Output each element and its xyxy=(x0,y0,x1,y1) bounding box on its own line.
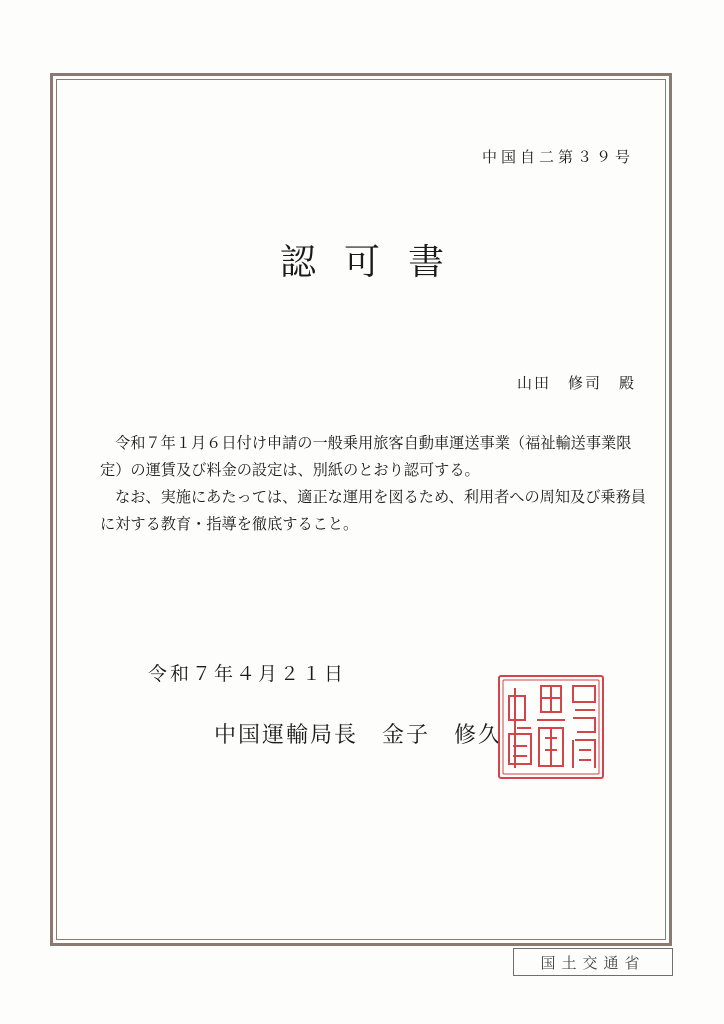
issuer-name: 中国運輸局長 金子 修久 xyxy=(214,723,503,748)
official-seal xyxy=(495,672,607,782)
recipient-name: 山田 修司 殿 xyxy=(516,374,636,392)
document-number: 中国自二第３９号 xyxy=(481,148,634,166)
body-paragraph-2: なお、実施にあたっては、適正な運用を図るため、利用者への周知及び乗務員に対する教育・指導を徹底すること。 xyxy=(100,488,646,533)
body-text xyxy=(100,430,648,538)
ministry-label: 国土交通省 xyxy=(540,953,646,972)
issue-date: 令和７年４月２１日 xyxy=(148,663,347,685)
document-title: 認可書 xyxy=(279,242,472,283)
body-paragraph-1: 令和７年１月６日付け申請の一般乗用旅客自動車運送事業（福祉輸送事業限定）の運賃及び料金の設定は、別紙のとおり認可する。 xyxy=(100,434,632,479)
footer-box xyxy=(513,948,673,976)
